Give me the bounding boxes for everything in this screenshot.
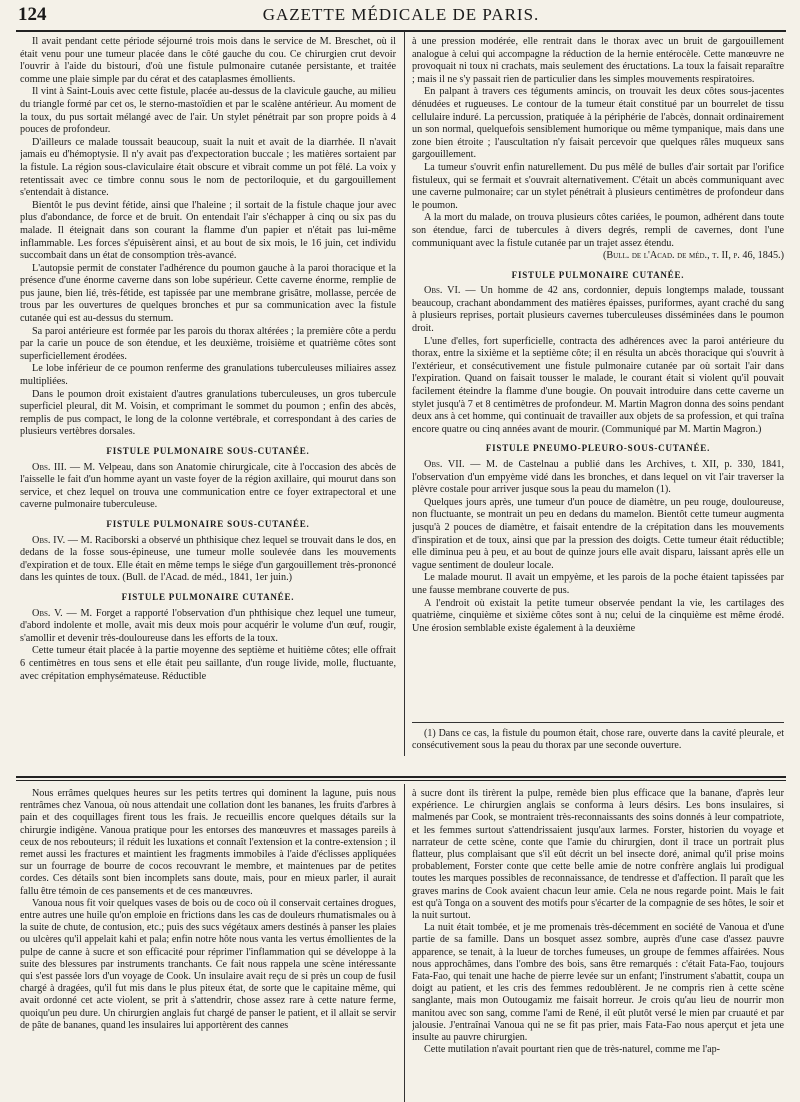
- paragraph: Quelques jours après, une tumeur d'un pouce de diamètre, un peu rouge, douloureuse, non fluctuante, se montrait un peu en dedans du mamelon. Bientôt cette tumeur augmenta jusqu'à 2 pouces de diamètre, et faisait entendre de la crépitation dans les mouvements d'inspiration et de toux, ainsi que par la pression des doigts. Cette tumeur était réductible; elle diminua peu à peu, et au bout de quinze jours elle avait disparu, laissant après elle un vague sentiment de douleur locale.: [412, 496, 784, 571]
- section-divider-thin: [16, 780, 786, 781]
- paragraph: A l'endroit où existait la petite tumeur observée pendant la vie, les cartilages des quatrième, cinquième et sixième côtes sont à nu; celui de la cinquième est même érodé. Une érosion semblable existe également à la deuxième: [412, 597, 784, 634]
- observation-paragraph: [20, 462, 396, 512]
- paragraph: à une pression modérée, elle rentrait dans le thorax avec un bruit de gargouillement analogue à celui qui accompagne la réduction de la hernie entérocèle. Cette manœuvre ne provoquait ni toux ni crachats, mais seulement des éructations. La toux la faisait reparaître ; mais il ne s'y passait rien de particulier dans les simples mouvements respiratoires.: [412, 36, 784, 85]
- section-heading: FISTULE PULMONAIRE CUTANÉE.: [511, 269, 685, 280]
- observation-text: — M. Raciborski a observé un phthisique chez lequel se trouvait dans le dos, en dedans de la fosse sous-épineuse, une tumeur molle soulevée dans les mouvements d'expiration et de toux. Elle était en même temps le siége d'un gargouillement très-prononcé dans les quintes de toux. (Bull. de l'Acad. de méd., 1841, 1er juin.): [20, 534, 396, 584]
- citation: (Bull. de l'Acad. de méd., t. II, p. 46, 1845.): [602, 250, 784, 262]
- paragraph: A la mort du malade, on trouva plusieurs côtes cariées, le poumon, adhérent dans toute son étendue, farci de tubercules à divers degrés, rempli de cavernes, dont l'une communiquant avec la fistule cutanée par un trajet assez étendu.: [412, 212, 784, 249]
- column-bottom-right: [412, 788, 784, 1100]
- observation-number: Obs. VII.: [424, 459, 465, 470]
- column-divider: [404, 784, 405, 1102]
- newspaper-page: [16, 0, 786, 1102]
- observation-number: Obs. IV.: [32, 534, 66, 546]
- observation-number: Obs. III.: [32, 461, 67, 473]
- paragraph: Vanoua nous fit voir quelques vases de bois ou de coco où il conservait certaines drogues, entre autres une huile qu'on emploie en frictions dans les cas de douleurs rhumatismales ou à la suite de chute, de contusion, etc.; puis des sucs végétaux amers destinés à panser les plaies ou ulcères qu'il appelait kahi et pala; enfin notre hôte nous vanta les vertus émollientes de la pulpe de canne à sucre et son efficacité pour réprimer l'inflammation qui se développe à la suite des blessures par instruments tranchants. Ce fait nous rappela une scène intéressante qui s'est passée lors d'un voyage de Cook. Un insulaire avait reçu de si près un coup de fusil chargé à dragées, qu'il fut mis dans le plus piteux état, de sorte que le capitaine même, qui avait ordonné cet acte violent, se prit à s'attendrir, chose assez rare à cette nature ferme, quoiqu'un peu dure. Un chirurgien anglais fut chargé de panser le patient, et il allait se servir de pâte de bananes, quand les insulaires lui apportèrent des cannes: [20, 897, 396, 1031]
- footnote-divider: [412, 722, 784, 723]
- observation-text: — M. Velpeau, dans son Anatomie chirurgicale, cite à l'occasion des abcès de l'aisselle le fait d'un homme ayant un vaste foyer de la région axillaire, qui mourut dans son service, et chez lequel on trouva une communication entre ce foyer extrapectoral et une caverne pulmonaire tuberculeuse.: [20, 461, 396, 511]
- paragraph: Il avait pendant cette période séjourné trois mois dans le service de M. Breschet, où il était venu pour une tumeur placée dans le côté gauche du cou. Ce chirurgien crut devoir l'ouvrir à l'aide du bistouri, d'où une fistule pulmonaire cutanée persistante, et traitée comme une plaie simple par du cérat et des cataplasmes émollients.: [20, 36, 396, 85]
- observation-paragraph: [412, 285, 784, 335]
- paragraph: Il vint à Saint-Louis avec cette fistule, placée au-dessus de la clavicule gauche, au milieu du triangle formé par cet os, le sterno-mastoïdien et par le scalène antérieur. Au moment de la toux, du pus sortait mélangé avec de l'air. Un stylet pénétrait par son propre poids à 4 pouces de profondeur.: [20, 86, 396, 136]
- paragraph: Cette tumeur était placée à la partie moyenne des septième et huitième côtes; elle offrait 6 centimètres en tous sens et elle était peu saillante, d'un rouge livide, molle, fluctuante, avec crépitation emphysémateuse. Réductible: [20, 645, 396, 682]
- observation-paragraph: [20, 608, 396, 646]
- footnote: [412, 728, 784, 768]
- observation-number: Obs. VI.: [424, 285, 461, 297]
- paragraph: D'ailleurs ce malade toussait beaucoup, suait la nuit et avait de la diarrhée. Il n'avait jamais eu d'hémoptysie. Il n'y avait pas d'expectoration buccale ; les matières sortaient par la fistule. La région sous-claviculaire était obscure et vibrait comme un pot fêlé. La voix y retentissait avec ce timbre connu sous le nom de pectoriloquie, et du gargouillement s'entendait à distance.: [20, 136, 396, 199]
- paragraph: En palpant à travers ces téguments amincis, on trouvait les deux côtes sous-jacentes dénudées et rugueuses. Le contour de la tumeur était constitué par un bourrelet de tissu cellulaire induré. La percussion, pratiquée à la périphérie de l'abcès, donnait ordinairement un son normal, quelquefois sensiblement humorique ou même tympanique, mais dans une zone bien étroite ; l'auscultation n'y faisait percevoir que quelques râles muqueux sans gargouillement.: [412, 86, 784, 161]
- section-heading: FISTULE PULMONAIRE SOUS-CUTANÉE.: [106, 518, 310, 529]
- observation-text: — Un homme de 42 ans, cordonnier, depuis longtemps malade, toussant beaucoup, crachant abondamment des matières épaisses, puriformes, ayant craché du sang à plusieurs reprises, portait plusieurs cavernes tuberculeuses disséminées dans le poumon droit.: [412, 285, 784, 335]
- paragraph: L'une d'elles, fort superficielle, contracta des adhérences avec la paroi antérieure du thorax, entre la sixième et la septième côte; il en résulta un abcès thoracique qui s'ouvrit à l'extérieur, et consécutivement une fistule pulmonaire cutanée par où sortait l'air dans l'expiration. Quand on faisait tousser le malade, le courant était si violent qu'il pouvait facilement éteindre la flamme d'une bougie. On pouvait introduire dans cette caverne un stylet jusqu'à 7 et 8 centimètres de profondeur. M. Martin Magron donna des soins pendant deux ans à cet homme, qui continuait de travailler aux objets de sa profession, et qui traîna encore quatre ou cinq années avant de mourir. (Communiqué par M. Martin Magron.): [412, 335, 784, 435]
- paragraph: Le malade mourut. Il avait un empyème, et les parois de la poche étaient tapissées par une fausse membrane couverte de pus.: [412, 572, 784, 596]
- observation-paragraph: [20, 535, 396, 585]
- observation-number: Obs. V.: [32, 607, 63, 619]
- section-heading: FISTULE PNEUMO-PLEURO-SOUS-CUTANÉE.: [485, 443, 711, 454]
- paragraph: Dans le poumon droit existaient d'autres granulations tuberculeuses, un gros tubercule superficiel pleural, dit M. Voisin, et comprimant le sommet du poumon ; enfin des abcès, remplis de pus compact, le long de la colonne vertébrale, et correspondant à des caries de plusieurs vertèbres dorsales.: [20, 388, 396, 438]
- page-header: [16, 4, 786, 32]
- column-top-right: [412, 36, 784, 752]
- paragraph: Le lobe inférieur de ce poumon renferme des granulations tuberculeuses miliaires assez multipliées.: [20, 363, 396, 388]
- paragraph: Bientôt le pus devint fétide, ainsi que l'haleine ; il sortait de la fistule chaque jour avec plus d'abondance, de force et de bruit. On entendait l'air s'échapper à cinq ou six pas du malade. Il éteignait dans son courant la flamme d'un papier et n'était pas lui-même inflammable. Les forces s'épuisèrent ainsi, et au bout de six mois, le 16 juin, cet individu succombait dans un état de consomption très-avancé.: [20, 199, 396, 262]
- section-divider: [16, 776, 786, 778]
- paragraph: Cette mutilation n'avait pourtant rien que de très-naturel, comme me l'ap-: [424, 1044, 720, 1056]
- paragraph: Nous errâmes quelques heures sur les petits tertres qui dominent la lagune, puis nous rentrâmes chez Vanoua, où nous attendait une collation dont les bananes, les fruits d'arbres à pain et des coquillages firent tous les frais. Je recueillis encore quelques détails sur la chirurgie indigène. Vanoua pratique pour les entorses des manœuvres et massages pareils à ceux de nos rebouteurs; il réduit les luxations et connaît l'extension et la contre-extension ; il remet aussi les fractures et maintient les fragments immobiles à l'aide d'éclisses appliquées sur un fourrage de bourre de cocos recouvrant le membre, et maintenues par de petites cordes. Ces détails sont bien incomplets sans doute, mais, pour en mieux parler, il aurait fallu être témoin de ces pansements et de ces manœuvres.: [20, 788, 396, 897]
- section-heading: FISTULE PULMONAIRE CUTANÉE.: [121, 591, 295, 602]
- paragraph: Sa paroi antérieure est formée par les parois du thorax altérées ; la première côte a perdu par la carie un pouce de son étendue, et les deuxième, troisième et quatrième côtes sont superficiellement érodées.: [20, 325, 396, 362]
- paragraph: La nuit était tombée, et je me promenais très-décemment en société de Vanoua et d'une partie de sa famille. Dans un bosquet assez sombre, auprès d'une case d'assez pauvre apparence, se tenait, à la lueur de torches fumeuses, un groupe de femmes affairées. Nous nous approchâmes, dans l'ombre des bois, sans être remarqués : c'était Fata-Fao, toujours Fata-Fao, qui tenait une hache de pierre levée sur un enfant; l'instrument s'abattit, coupa un doigt au patient, et les cris des femmes redoublèrent. Je ne compris rien à cette scène sanglante, mais mon Outougamiz me faisait horreur. Je crois qu'au lieu de nourrir mon manitou avec son sang, comme l'ami de René, il eût plutôt versé le mien par cruauté et par jalousie. J'entraînai Vanoua qui ne se fit pas prier, mais Fata-Fao nous aperçut et jeta une insulte au pauvre chirurgien.: [412, 922, 784, 1044]
- column-top-left: [20, 36, 396, 752]
- column-divider: [404, 32, 405, 756]
- paragraph: à sucre dont ils tirèrent la pulpe, remède bien plus efficace que la banane, d'après leur expérience. Le chirurgien anglais se conforma à leurs désirs. Les bons insulaires, si malmenés par Cook, se montraient très-reconnaissants des soins donnés à leur compatriote, et les femmes surtout s'attendrissaient jusqu'aux larmes. Forster, historien du voyage et narrateur de cette scène, conte que l'amie du chirurgien, dont il trace un portrait plus flatteur, plus complaisant que s'il eût décrit un bel insecte doré, animal qu'il prise moins probablement, Forster conte que cette belle amie de notre confrère anglais lui prodigual toutes les marques possibles de reconnaissance, de tendresse et d'affection. Il paraît que les graves marins de Cook avaient chacun leur amie. Cela ne nous regarde point. Mais le fait est qu'à Tonga on a souvent des motifs pour s'écarter de la compagnie de ses hôtes, le soir et la nuit surtout.: [412, 788, 784, 922]
- journal-title: GAZETTE MÉDICALE DE PARIS.: [262, 5, 540, 24]
- observation-paragraph: [412, 459, 784, 497]
- footnote-text: (1) Dans ce cas, la fistule du poumon était, chose rare, ouverte dans la cavité pleurale, et consécutivement sous la peau du thorax par une seconde ouverture.: [412, 728, 784, 752]
- section-heading: FISTULE PULMONAIRE SOUS-CUTANÉE.: [106, 446, 310, 456]
- paragraph: La tumeur s'ouvrit enfin naturellement. Du pus mêlé de bulles d'air sortait par l'orifice fistuleux, qui se fermait et s'ouvrait alternativement. C'était un abcès communiquant avec une caverne pulmonaire; car un stylet pénétrait à plusieurs centimètres de profondeur dans le poumon.: [412, 161, 784, 211]
- observation-text: — M. de Castelnau a publié dans les Archives, t. XII, p. 330, 1841, l'observation d'un empyème vidé dans les bronches, et dans lequel on vit l'air traverser la plèvre costale pour arriver jusque sous la peau du mamelon (1).: [412, 459, 784, 496]
- page-number: 124: [18, 4, 47, 25]
- column-bottom-left: [20, 788, 396, 1100]
- observation-text: — M. Forget a rapporté l'observation d'un phthisique chez lequel une tumeur, d'abord indolente et molle, avait mis deux mois pour acquérir le volume d'un œuf, rougir, s'amollir et devenir très-douloureuse dans les efforts de la toux.: [20, 607, 396, 644]
- paragraph: L'autopsie permit de constater l'adhérence du poumon gauche à la paroi thoracique et la présence d'une énorme caverne dans son lobe supérieur. Cette caverne énorme, remplie de pus jaune, bien lié, très-fétide, est tapissée par une membrane grisâtre, mollasse, percée de trous par les ouvertures de quelques bronches et pur sa communication avec la fistule cutanée qui est au-dessus du sternum.: [20, 262, 396, 325]
